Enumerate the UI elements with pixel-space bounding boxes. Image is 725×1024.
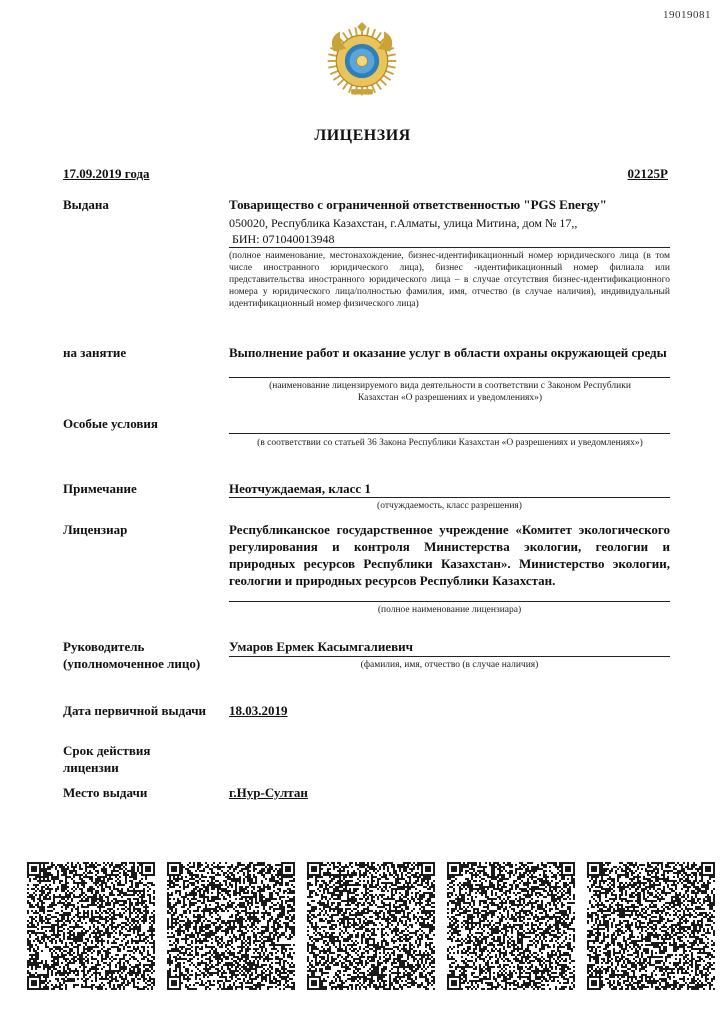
activity-value: Выполнение работ и оказание услуг в области охраны окружающей среды bbox=[229, 345, 667, 360]
qr-code-icon bbox=[587, 862, 715, 990]
special-conditions-caption: (в соответствии со статьей 36 Закона Республики Казахстан «О разрешениях и уведомлениях») bbox=[257, 438, 643, 448]
note-label: Примечание bbox=[63, 481, 137, 496]
divider bbox=[229, 377, 670, 378]
issued-to-caption: (полное наименование, местонахождение, бизнес-идентификационный номер юридического лица (в том числе иностранного юридического лица), бизнес -идентификационный номер филиала или представительства иностранного юридического лица – в случае отсутствия бизнес-идентификационного номера у юридического лица/полностью фамилия, имя, отчество (в случае наличия), индивидуальный идентификационный номер физического лица) bbox=[229, 251, 670, 309]
licensor-label: Лицензиар bbox=[63, 522, 128, 537]
head-label-line2: (уполномоченное лицо) bbox=[63, 656, 201, 671]
issued-to-bin: БИН: 071040013948 bbox=[232, 232, 335, 246]
activity-label: на занятие bbox=[63, 345, 127, 360]
divider bbox=[229, 601, 670, 602]
license-number: 02125P bbox=[627, 166, 668, 181]
issued-to-label: Выдана bbox=[63, 197, 109, 212]
qr-code-icon bbox=[447, 862, 575, 990]
head-caption: (фамилия, имя, отчество (в случае наличия) bbox=[360, 660, 539, 670]
issued-to-address: 050020, Республика Казахстан, г.Алматы, улица Митина, дом № 17,, bbox=[229, 216, 578, 230]
qr-code-icon bbox=[167, 862, 295, 990]
kazakhstan-state-emblem-icon bbox=[323, 22, 401, 100]
note-caption: (отчуждаемость, класс разрешения) bbox=[377, 501, 522, 511]
validity-label-line2: лицензии bbox=[63, 760, 119, 775]
licensor-value: Республиканское государственное учреждение «Комитет экологического регулирования и контроля Министерства экологии, геологии и природных ресурсов Республики Казахстан». Министерство экологии, геологии и природных ресурсов Республики Казахстан. bbox=[229, 522, 670, 588]
divider bbox=[229, 433, 670, 434]
qr-code-icon bbox=[27, 862, 155, 990]
special-conditions-label: Особые условия bbox=[63, 416, 158, 431]
head-label-line1: Руководитель bbox=[63, 639, 145, 654]
first-issue-value: 18.03.2019 bbox=[229, 703, 288, 718]
issued-to-name: Товарищество с ограниченной ответственностью "PGS Energy" bbox=[229, 197, 607, 212]
head-value: Умаров Ермек Касымгалиевич bbox=[229, 639, 413, 654]
place-label: Место выдачи bbox=[63, 785, 148, 800]
document-number: 19019081 bbox=[663, 9, 711, 21]
note-value: Неотчуждаемая, класс 1 bbox=[229, 481, 371, 496]
activity-caption: (наименование лицензируемого вида деятельности в соответствии с Законом Республики Казахстан «О разрешениях и уведомлениях») bbox=[269, 381, 631, 403]
divider bbox=[229, 497, 670, 498]
licensor-caption: (полное наименование лицензиара) bbox=[377, 605, 522, 615]
place-value: г.Нур-Султан bbox=[229, 785, 308, 800]
divider bbox=[229, 247, 670, 248]
issue-date: 17.09.2019 года bbox=[63, 166, 150, 181]
validity-label-line1: Срок действия bbox=[63, 743, 151, 758]
divider bbox=[229, 656, 670, 657]
first-issue-label: Дата первичной выдачи bbox=[63, 703, 207, 718]
page-title: ЛИЦЕНЗИЯ bbox=[314, 127, 411, 144]
qr-code-icon bbox=[307, 862, 435, 990]
